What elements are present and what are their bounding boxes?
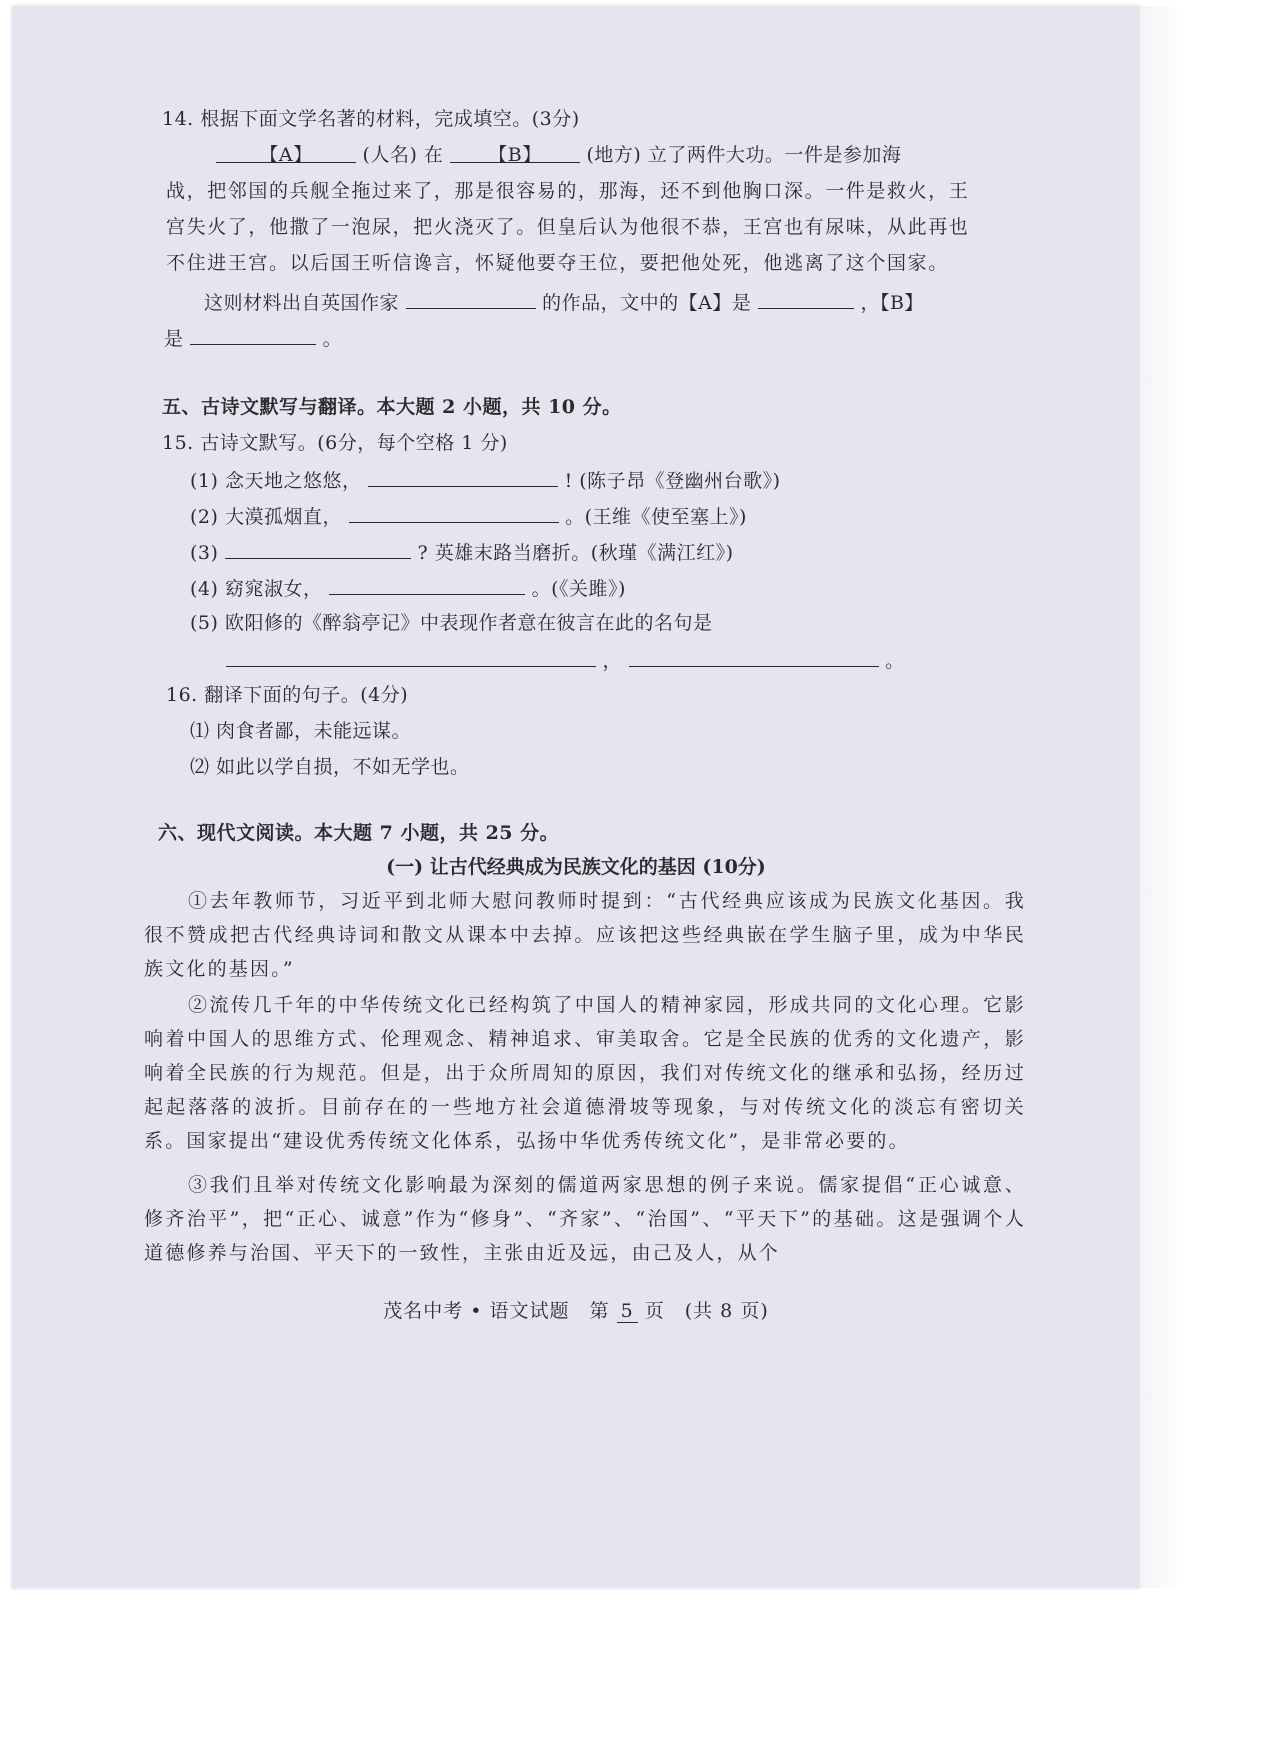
article-paragraph-1: ①去年教师节，习近平到北师大慰问教师时提到：“古代经典应该成为民族文化基因。我很不赞成把古代经典诗词和散文从课本中去掉。应该把这些经典嵌在学生脑子里，成为中华民族文化的基因。” [144,890,1026,980]
author-blank[interactable] [406,286,536,309]
q14-fill-line2 [164,322,920,355]
footer-prefix: 茂名中考 • 语文试题 第 [383,1300,610,1322]
q15-title: 15. 古诗文默写。(6分，每个空格 1 分) [162,432,508,454]
recite-blank[interactable] [225,536,411,559]
q14-line1 [216,140,920,171]
blank-b[interactable]: 【B】 [450,140,580,163]
recite-blank[interactable] [329,572,525,595]
item-after: 。(《关雎》) [531,578,626,600]
name-hint: (人名) 在 [362,144,444,166]
page-footer [12,1296,1140,1323]
fill-end: 。 [322,328,343,350]
item-after: ! (陈子昂《登幽州台歌》) [564,470,781,492]
section5-heading: 五、古诗文默写与翻译。本大题 2 小题，共 10 分。 [162,396,622,418]
fill-b-label: ，【B】 [860,292,924,314]
q15-item-5-blanks [226,644,920,677]
article-paragraph-3: ③我们且举对传统文化影响最为深刻的儒道两家思想的例子来说。儒家提倡“正心诚意、修齐治平”，把“正心、诚意”作为“修身”、“齐家”、“治国”、“平天下”的基础。这是强调个人道德修养与治国、平天下的一致性，主张由近及远，由己及人，从个 [144,1174,1026,1264]
item-before: 大漠孤烟直， [224,506,342,528]
line1-rest: (地方) 立了两件大功。一件是参加海 [586,144,902,166]
item5-sep: ， [602,650,623,672]
item-num: (4) [190,578,219,600]
q14-line3: 宫失火了，他撒了一泡尿，把火浇灭了。但皇后认为他很不恭，王宫也有尿味，从此再也 [166,216,970,238]
recite-blank[interactable] [368,464,558,487]
q14-fill-line [204,286,924,319]
recite-blank[interactable] [226,644,596,667]
item-num: (1) [190,470,219,492]
section6-heading: 六、现代文阅读。本大题 7 小题，共 25 分。 [158,822,560,844]
fill-is: 是 [164,328,184,350]
q15-item-5: (5) 欧阳修的《醉翁亭记》中表现作者意在彼言在此的名句是 [190,612,713,634]
q16-title: 16. 翻译下面的句子。(4分) [166,684,409,706]
q15-item-1 [190,464,920,497]
q16-item-1: ⑴ 肉食者鄙，未能远谋。 [190,720,412,742]
q15-item-2 [190,500,920,533]
fill-prefix: 这则材料出自英国作家 [204,292,400,314]
item-after: ? 英雄末路当磨折。(秋瑾《满江红》) [417,542,734,564]
fill-middle: 的作品，文中的【A】是 [542,292,752,314]
q14-title: 14. 根据下面文学名著的材料，完成填空。(3分) [162,108,580,130]
item5-end: 。 [885,650,905,672]
answer-a-blank[interactable] [758,286,854,309]
page-number: 5 [617,1300,638,1323]
item-before: 念天地之悠悠， [224,470,362,492]
recite-blank[interactable] [349,500,559,523]
item-before: 窈窕淑女， [224,578,323,600]
article-title: (一) 让古代经典成为民族文化的基因 (10分) [386,856,766,878]
item-after: 。(王维《使至塞上》) [565,506,747,528]
blank-a[interactable]: 【A】 [216,140,356,163]
q14-line4: 不住进王宫。以后国王听信谗言，怀疑他要夺王位，要把他处死，他逃离了这个国家。 [166,252,949,274]
article-paragraph-2: ②流传几千年的中华传统文化已经构筑了中国人的精神家园，形成共同的文化心理。它影响着中国人的思维方式、伦理观念、精神追求、审美取舍。它是全民族的优秀的文化遗产，影响着全民族的行为规范。但是，出于众所周知的原因，我们对传统文化的继承和弘扬，经历过起起落落的波折。目前存在的一些地方社会道德滑坡等现象，与对传统文化的淡忘有密切关系。国家提出“建设优秀传统文化体系，弘扬中华优秀传统文化”，是非常必要的。 [144,994,1026,1152]
exam-page [12,6,1140,1588]
answer-b-blank[interactable] [190,322,316,345]
recite-blank[interactable] [629,644,879,667]
item-num: (3) [190,542,219,564]
footer-suffix: 页 (共 8 页) [644,1300,769,1322]
q14-line2: 战，把邻国的兵舰全拖过来了，那是很容易的，那海，还不到他胸口深。一件是救火，王 [166,180,970,202]
scan-margin [1140,6,1180,1588]
item-num: (2) [190,506,219,528]
q16-item-2: ⑵ 如此以学自损，不如无学也。 [190,756,470,778]
q15-item-3 [190,536,920,569]
q15-item-4 [190,572,920,605]
